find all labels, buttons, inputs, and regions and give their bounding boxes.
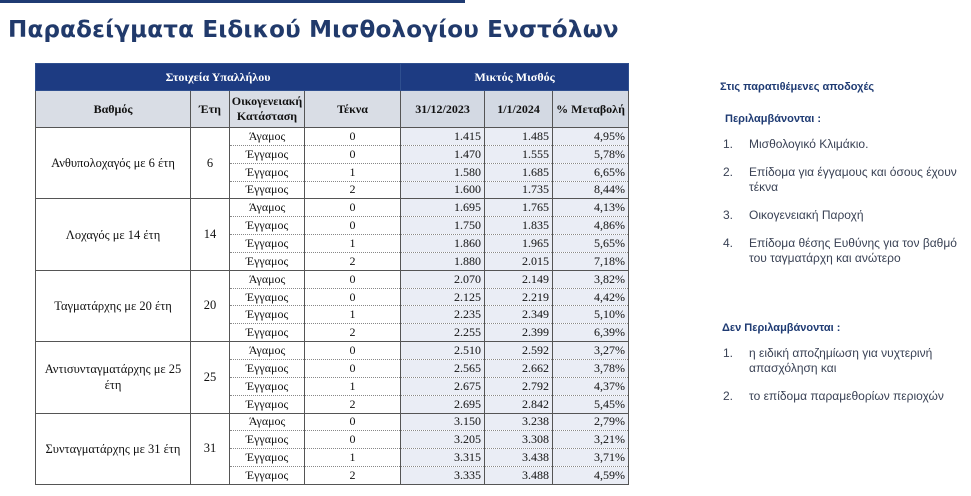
change-percent-cell: 3,78% <box>553 359 629 377</box>
rank-cell: Συνταγματάρχης με 31 έτη <box>36 413 191 485</box>
children-cell: 0 <box>305 270 401 288</box>
children-cell: 0 <box>305 145 401 163</box>
change-percent-cell: 4,37% <box>553 377 629 395</box>
col-header-years: Έτη <box>191 91 230 128</box>
salary-2024-cell: 3.488 <box>485 467 553 485</box>
family-status-cell: Άγαμος <box>230 199 305 217</box>
list-item-number: 2. <box>723 389 734 403</box>
family-status-cell: Έγγαμος <box>230 359 305 377</box>
family-status-cell: Έγγαμος <box>230 377 305 395</box>
salary-2023-cell: 1.415 <box>401 128 485 146</box>
salary-2023-cell: 1.860 <box>401 235 485 253</box>
excluded-list <box>720 346 970 417</box>
list-item-text: Οικογενειακή Παροχή <box>749 208 864 222</box>
change-percent-cell: 3,82% <box>553 270 629 288</box>
family-status-cell: Έγγαμος <box>230 145 305 163</box>
salary-2024-cell: 1.835 <box>485 217 553 235</box>
family-status-cell: Άγαμος <box>230 342 305 360</box>
children-cell: 0 <box>305 431 401 449</box>
change-percent-cell: 3,27% <box>553 342 629 360</box>
change-percent-cell: 6,65% <box>553 163 629 181</box>
children-cell: 0 <box>305 413 401 431</box>
family-status-cell: Έγγαμος <box>230 306 305 324</box>
change-percent-cell: 7,18% <box>553 252 629 270</box>
salary-2023-cell: 2.235 <box>401 306 485 324</box>
salary-2024-cell: 2.149 <box>485 270 553 288</box>
rank-cell: Λοχαγός με 14 έτη <box>36 199 191 270</box>
list-item <box>720 389 970 404</box>
col-header-2023: 31/12/2023 <box>401 91 485 128</box>
salary-table <box>35 63 629 485</box>
change-percent-cell: 5,78% <box>553 145 629 163</box>
years-cell: 6 <box>191 128 230 199</box>
change-percent-cell: 3,71% <box>553 449 629 467</box>
list-item-text: Επίδομα θέσης Ευθύνης για τον βαθμό του ταγματάρχη και ανώτερο <box>749 236 957 265</box>
col-header-children: Τέκνα <box>305 91 401 128</box>
salary-2023-cell: 1.470 <box>401 145 485 163</box>
salary-2024-cell: 3.238 <box>485 413 553 431</box>
years-cell: 14 <box>191 199 230 270</box>
table-row <box>36 342 629 360</box>
children-cell: 0 <box>305 199 401 217</box>
family-status-cell: Έγγαμος <box>230 181 305 199</box>
children-cell: 1 <box>305 449 401 467</box>
table-body <box>36 128 629 485</box>
salary-2024-cell: 2.399 <box>485 324 553 342</box>
salary-2023-cell: 1.750 <box>401 217 485 235</box>
salary-2023-cell: 2.565 <box>401 359 485 377</box>
col-header-rank: Βαθμός <box>36 91 191 128</box>
change-percent-cell: 3,21% <box>553 431 629 449</box>
salary-2024-cell: 2.662 <box>485 359 553 377</box>
salary-2024-cell: 1.555 <box>485 145 553 163</box>
col-header-family-status: Οικογενειακή Κατάσταση <box>230 91 305 128</box>
salary-2024-cell: 3.438 <box>485 449 553 467</box>
salary-2024-cell: 1.485 <box>485 128 553 146</box>
salary-2023-cell: 2.255 <box>401 324 485 342</box>
salary-2024-cell: 1.965 <box>485 235 553 253</box>
table-row <box>36 128 629 146</box>
children-cell: 0 <box>305 288 401 306</box>
family-status-cell: Έγγαμος <box>230 252 305 270</box>
change-percent-cell: 4,95% <box>553 128 629 146</box>
years-cell: 31 <box>191 413 230 485</box>
family-status-cell: Έγγαμος <box>230 163 305 181</box>
list-item <box>720 236 970 266</box>
list-item <box>720 165 970 195</box>
table-row <box>36 199 629 217</box>
salary-2024-cell: 1.685 <box>485 163 553 181</box>
salary-2024-cell: 2.349 <box>485 306 553 324</box>
children-cell: 2 <box>305 395 401 413</box>
salary-2023-cell: 3.205 <box>401 431 485 449</box>
table-row <box>36 413 629 431</box>
list-item <box>720 208 970 223</box>
list-item <box>720 346 970 376</box>
salary-2023-cell: 1.880 <box>401 252 485 270</box>
salary-2024-cell: 2.592 <box>485 342 553 360</box>
family-status-cell: Έγγαμος <box>230 467 305 485</box>
children-cell: 2 <box>305 181 401 199</box>
children-cell: 0 <box>305 342 401 360</box>
children-cell: 0 <box>305 359 401 377</box>
salary-2023-cell: 3.315 <box>401 449 485 467</box>
salary-2023-cell: 3.150 <box>401 413 485 431</box>
family-status-cell: Άγαμος <box>230 270 305 288</box>
children-cell: 2 <box>305 467 401 485</box>
salary-2024-cell: 2.015 <box>485 252 553 270</box>
change-percent-cell: 8,44% <box>553 181 629 199</box>
col-header-2024: 1/1/2024 <box>485 91 553 128</box>
salary-2023-cell: 2.510 <box>401 342 485 360</box>
rank-cell: Αντισυνταγματάρχης με 25 έτη <box>36 342 191 413</box>
children-cell: 0 <box>305 217 401 235</box>
salary-2023-cell: 2.695 <box>401 395 485 413</box>
children-cell: 1 <box>305 163 401 181</box>
list-item-text: το επίδομα παραμεθορίων περιοχών <box>749 389 944 403</box>
change-percent-cell: 4,86% <box>553 217 629 235</box>
salary-2023-cell: 1.695 <box>401 199 485 217</box>
change-percent-cell: 5,45% <box>553 395 629 413</box>
list-item-number: 1. <box>723 137 734 151</box>
group-header-employee: Στοιχεία Υπαλλήλου <box>36 64 401 91</box>
children-cell: 1 <box>305 306 401 324</box>
salary-2024-cell: 3.308 <box>485 431 553 449</box>
included-heading: Περιλαμβάνονται : <box>725 113 822 125</box>
excluded-heading: Δεν Περιλαμβάνονται : <box>722 322 841 334</box>
list-item-number: 2. <box>723 165 734 179</box>
children-cell: 1 <box>305 235 401 253</box>
list-item-text: η ειδική αποζημίωση για νυχτερινή απασχόληση και <box>749 346 933 375</box>
years-cell: 25 <box>191 342 230 413</box>
salary-2024-cell: 1.765 <box>485 199 553 217</box>
salary-2023-cell: 2.125 <box>401 288 485 306</box>
notes-title: Στις παρατιθέμενες αποδοχές <box>720 81 875 93</box>
change-percent-cell: 4,13% <box>553 199 629 217</box>
salary-2023-cell: 3.335 <box>401 467 485 485</box>
change-percent-cell: 4,42% <box>553 288 629 306</box>
table-row <box>36 270 629 288</box>
change-percent-cell: 5,65% <box>553 235 629 253</box>
list-item-number: 4. <box>723 236 734 250</box>
family-status-cell: Έγγαμος <box>230 235 305 253</box>
salary-2024-cell: 2.792 <box>485 377 553 395</box>
included-list <box>720 137 970 279</box>
change-percent-cell: 4,59% <box>553 467 629 485</box>
children-cell: 1 <box>305 377 401 395</box>
family-status-cell: Έγγαμος <box>230 217 305 235</box>
family-status-cell: Έγγαμος <box>230 395 305 413</box>
salary-2024-cell: 2.219 <box>485 288 553 306</box>
children-cell: 2 <box>305 252 401 270</box>
family-status-cell: Έγγαμος <box>230 431 305 449</box>
list-item <box>720 137 970 152</box>
top-rule <box>0 0 465 3</box>
salary-2024-cell: 1.735 <box>485 181 553 199</box>
list-item-text: Επίδομα για έγγαμους και όσους έχουν τέκνα <box>749 165 957 194</box>
salary-2023-cell: 1.580 <box>401 163 485 181</box>
list-item-number: 3. <box>723 208 734 222</box>
col-header-change: % Μεταβολή <box>553 91 629 128</box>
change-percent-cell: 6,39% <box>553 324 629 342</box>
family-status-cell: Άγαμος <box>230 413 305 431</box>
family-status-cell: Έγγαμος <box>230 449 305 467</box>
rank-cell: Ταγματάρχης με 20 έτη <box>36 270 191 341</box>
rank-cell: Ανθυπολοχαγός με 6 έτη <box>36 128 191 199</box>
family-status-cell: Άγαμος <box>230 128 305 146</box>
family-status-cell: Έγγαμος <box>230 288 305 306</box>
salary-2023-cell: 1.600 <box>401 181 485 199</box>
years-cell: 20 <box>191 270 230 341</box>
list-item-number: 1. <box>723 346 734 360</box>
salary-2024-cell: 2.842 <box>485 395 553 413</box>
family-status-cell: Έγγαμος <box>230 324 305 342</box>
salary-2023-cell: 2.070 <box>401 270 485 288</box>
salary-2023-cell: 2.675 <box>401 377 485 395</box>
children-cell: 2 <box>305 324 401 342</box>
page-title: Παραδείγματα Ειδικού Μισθολογίου Ενστόλων <box>8 17 619 43</box>
change-percent-cell: 5,10% <box>553 306 629 324</box>
group-header-gross-salary: Μικτός Μισθός <box>401 64 629 91</box>
list-item-text: Μισθολογικό Κλιμάκιο. <box>749 137 869 151</box>
children-cell: 0 <box>305 128 401 146</box>
change-percent-cell: 2,79% <box>553 413 629 431</box>
